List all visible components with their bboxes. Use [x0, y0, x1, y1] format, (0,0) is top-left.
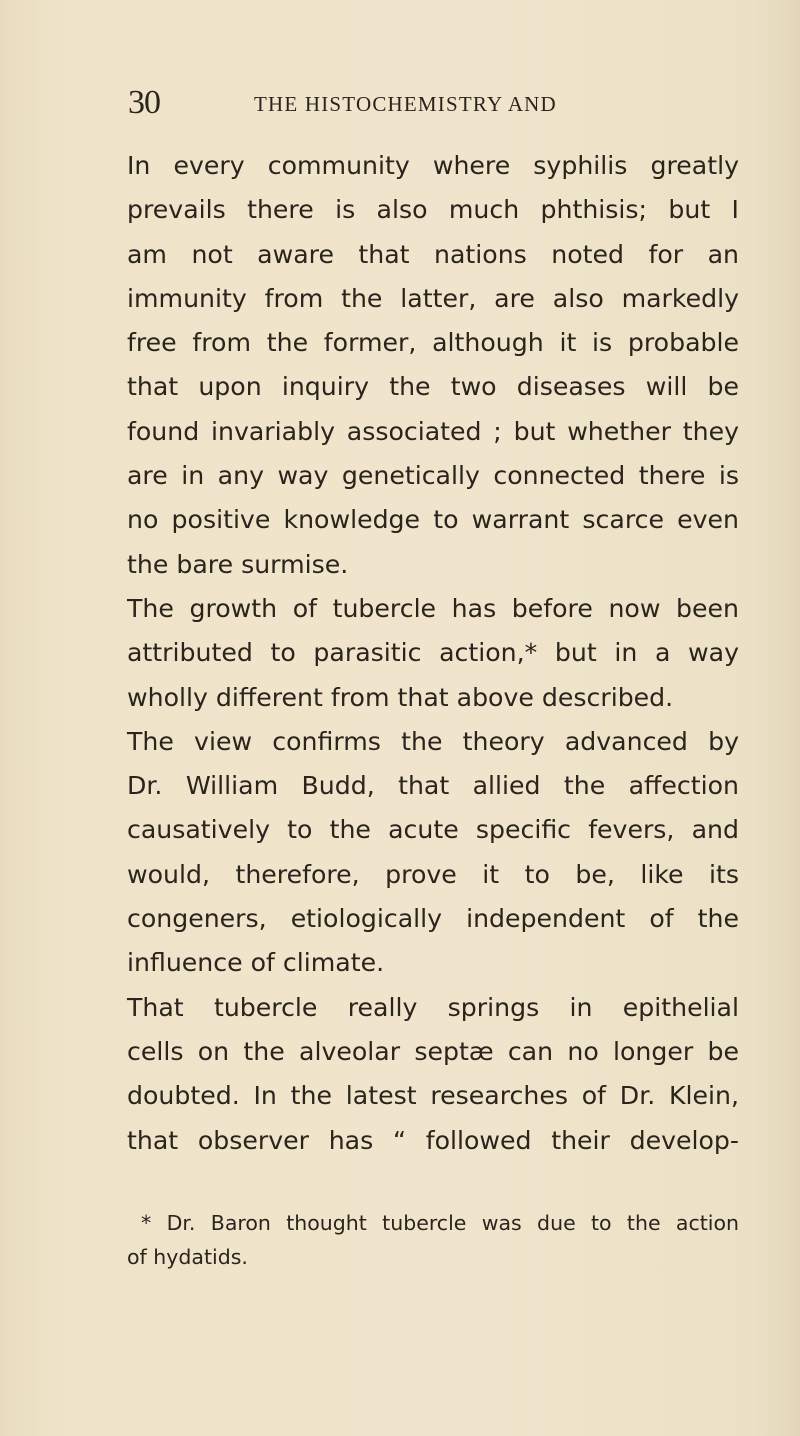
text-line: am not aware that nations noted for an — [127, 239, 739, 269]
text-line: immunity from the latter, are also markedly — [127, 283, 739, 313]
text-line: the bare surmise. — [127, 549, 349, 579]
text-line: found invariably associated ; but whether they — [127, 416, 739, 446]
text-line: are in any way genetically connected there is — [127, 461, 739, 491]
text-line: that upon inquiry the two diseases will be — [127, 372, 739, 402]
text-line: no positive knowledge to warrant scarce even — [127, 505, 739, 535]
text-line: influence of climate. — [127, 948, 385, 978]
body-text — [127, 144, 739, 1163]
text-line: That tubercle really springs in epithelial — [127, 992, 739, 1022]
text-line: doubted. In the latest researches of Dr. Klein, — [127, 1081, 739, 1111]
running-head — [128, 84, 768, 124]
page-number: 30 — [128, 84, 160, 121]
text-line: The view confirms the theory advanced by — [127, 726, 739, 756]
text-line: attributed to parasitic action,* but in a way — [127, 638, 739, 668]
text-line: In every community where syphilis greatly — [127, 151, 739, 180]
text-line: would, therefore, prove it to be, like its — [127, 859, 739, 889]
text-line: causatively to the acute specific fevers, and — [127, 815, 739, 845]
text-line: that observer has “ followed their develop- — [127, 1125, 739, 1155]
text-line: wholly different from that above described. — [127, 682, 674, 712]
running-title: THE HISTOCHEMISTRY AND — [254, 92, 557, 116]
footnote-line: of hydatids. — [127, 1245, 248, 1269]
text-line: cells on the alveolar septæ can no longer be — [127, 1036, 739, 1066]
text-line: congeners, etiologically independent of the — [127, 904, 739, 934]
text-line: free from the former, although it is probable — [127, 328, 739, 358]
text-line: Dr. William Budd, that allied the affection — [127, 771, 739, 801]
text-line: prevails there is also much phthisis; but I — [127, 195, 739, 225]
text-line: The growth of tubercle has before now been — [127, 593, 739, 623]
footnote-line: * Dr. Baron thought tubercle was due to the action — [141, 1211, 739, 1235]
footnote — [127, 1206, 739, 1274]
